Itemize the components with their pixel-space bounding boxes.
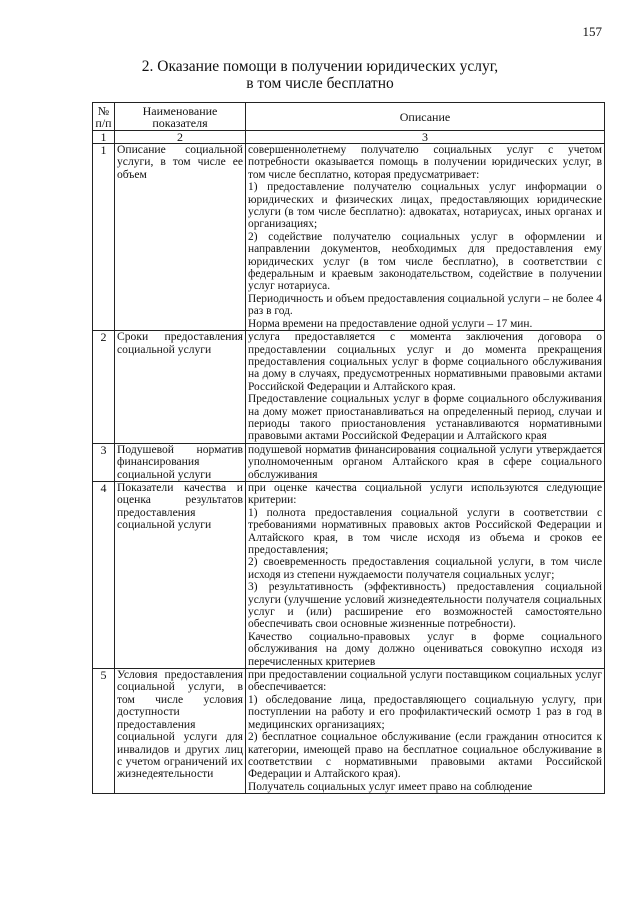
row-description [246, 669, 605, 794]
description-paragraph: Качество социально-правовых услуг в форме социального обслуживания на дому должно оцениваться совокупно исходя из перечисленных критериев [248, 630, 602, 668]
row-indicator-name: Описание социальной услуги, в том числе ее объем [115, 144, 246, 331]
description-paragraph: Периодичность и объем предоставления социальной услуги – не более 4 раз в год. [248, 292, 602, 318]
column-number: 2 [115, 131, 246, 144]
table-row [93, 144, 605, 331]
table-row [93, 481, 605, 668]
description-paragraph: 2) своевременность предоставления социальной услуги, в том числе исходя из степени нуждаемости получателя социальных услуг; [248, 556, 602, 581]
description-paragraph: при предоставлении социальной услуги поставщиком социальных услуг обеспечивается: [248, 669, 602, 694]
description-paragraph: услуга предоставляется с момента заключения договора о предоставлении социальных услуг и до момента прекращения предоставления социальных услуг в форме социального обслуживания на дому в случаях, предусмотренных нормативными правовыми актами Российской Федерации и Алтайского края. [248, 331, 602, 393]
page-number: 157 [582, 24, 602, 39]
row-number: 3 [93, 443, 115, 481]
row-description [246, 481, 605, 668]
description-paragraph: 3) результативность (эффективность) предоставления социальной услуги (улучшение условий жизнедеятельности получателя социальных услуг и (или) расширение его возможностей самостоятельно обеспечивать свои основные жизненные потребности). [248, 581, 602, 631]
heading-line-2: в том числе бесплатно [246, 75, 394, 92]
description-paragraph: Предоставление социальных услуг в форме социального обслуживания на дому может приостанавливаться на определенный период, случаи и периоды такого приостановления устанавливаются нормативными правовыми актами Российской Федерации и Алтайского края [248, 393, 602, 443]
header-row [93, 103, 605, 131]
header-num: № п/п [93, 103, 115, 131]
column-number: 1 [93, 131, 115, 144]
row-description [246, 144, 605, 331]
table-row [93, 669, 605, 794]
table-row [93, 443, 605, 481]
description-paragraph: 1) предоставление получателю социальных услуг информации о юридических и физических лицах, предоставляющих юридические услуги (в том числе бесплатно): адвокатах, нотариусах, иных органах и организациях; [248, 181, 602, 231]
description-paragraph: 2) содействие получателю социальных услуг в оформлении и направлении документов, необходимых для предоставления ему юридических услуг (в том числе бесплатно), в соответствии с федеральным и краевым законодательством, содействие в получении услуг нотариуса. [248, 230, 602, 293]
description-paragraph: подушевой норматив финансирования социальной услуги утверждается уполномоченным органом Алтайского края в сфере социального обслуживания [248, 443, 602, 481]
row-number: 5 [93, 669, 115, 794]
section-heading [0, 58, 640, 92]
table-row [93, 331, 605, 444]
row-number: 4 [93, 481, 115, 668]
row-indicator-name: Сроки предоставления социальной услуги [115, 331, 246, 444]
row-indicator-name: Показатели качества и оценка результатов предоставления социальной услуги [115, 481, 246, 668]
description-paragraph: при оценке качества социальной услуги используются следующие критерии: [248, 481, 602, 507]
row-number: 2 [93, 331, 115, 444]
row-description [246, 331, 605, 444]
row-description [246, 443, 605, 481]
description-paragraph: совершеннолетнему получателю социальных услуг с учетом потребности оказывается помощь в получении юридических услуг, в том числе бесплатно, которая предусматривает: [248, 144, 602, 181]
service-table [92, 102, 605, 794]
header-name: Наименование показателя [115, 103, 246, 131]
description-paragraph: 1) полнота предоставления социальной услуги в соответствии с требованиями нормативных правовых актов Российской Федерации и Алтайского края, в том числе исходя из объема и сроков ее предоставления; [248, 506, 602, 556]
description-paragraph: Получатель социальных услуг имеет право на соблюдение [248, 780, 533, 793]
row-number: 1 [93, 144, 115, 331]
column-number-row [93, 131, 605, 144]
row-indicator-name: Подушевой норматив финансирования социальной услуги [115, 443, 246, 481]
description-paragraph: 1) обследование лица, предоставляющего социальную услугу, при поступлении на работу и его профилактический осмотр 1 раз в год в медицинских организациях; [248, 693, 602, 731]
description-paragraph: Норма времени на предоставление одной услуги – 17 мин. [248, 317, 533, 330]
header-desc: Описание [246, 103, 605, 131]
column-number: 3 [246, 131, 605, 144]
row-indicator-name: Условия предоставления социальной услуги, в том числе условия доступности предоставления социальной услуги для инвалидов и других лиц с учетом ограничений их жизнедеятельности [115, 669, 246, 794]
heading-line-1: 2. Оказание помощи в получении юридических услуг, [141, 58, 499, 75]
description-paragraph: 2) бесплатное социальное обслуживание (если гражданин относится к категории, имеющей право на бесплатное социальное обслуживание в соответствии с нормативными правовыми актами Российской Федерации и Алтайского края). [248, 731, 602, 781]
